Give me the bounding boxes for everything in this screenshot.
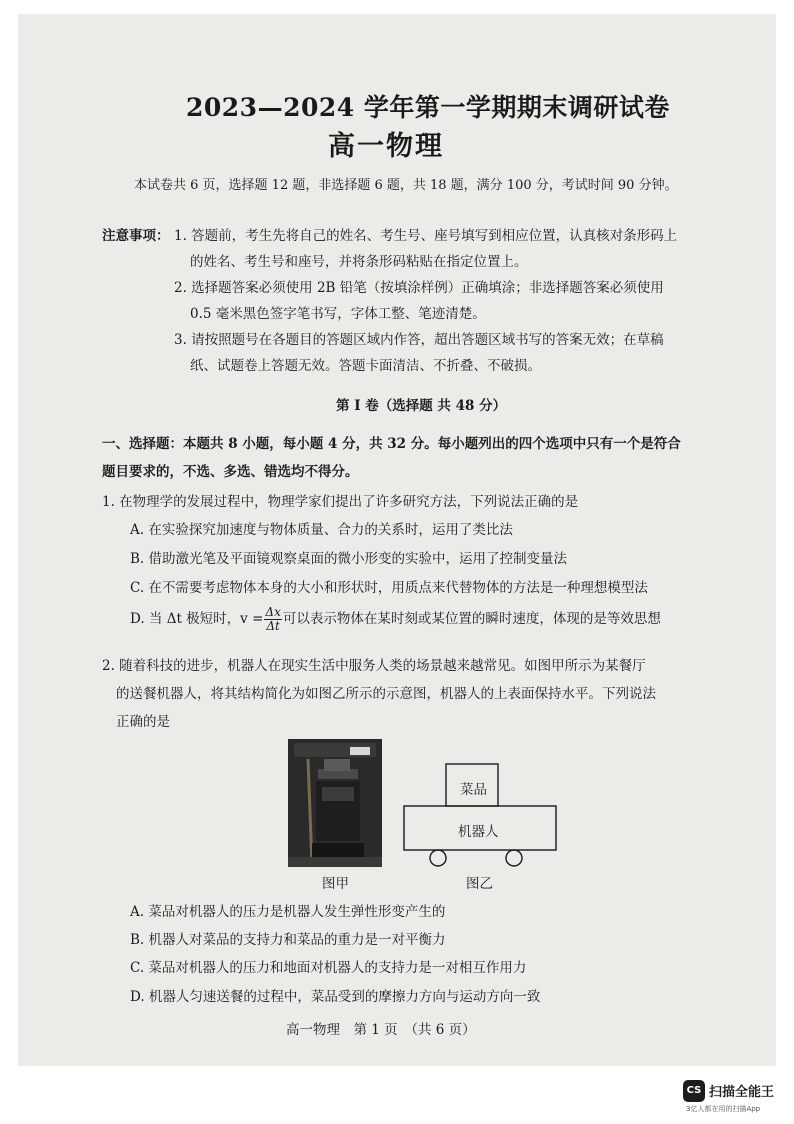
question-1-option-d <box>130 606 661 633</box>
option-d-suffix: 可以表示物体在某时刻或某位置的瞬时速度，体现的是等效思想 <box>282 611 661 627</box>
figure-a-photo <box>288 739 382 867</box>
notice-line: 2. 选择题答案必须使用 2B 铅笔（按填涂样例）正确填涂；非选择题答案必须使用 <box>174 280 664 296</box>
notice-line: 0.5 毫米黑色签字笔书写，字体工整、笔迹清楚。 <box>190 306 486 322</box>
part-heading: 第 Ⅰ 卷（选择题 共 48 分） <box>336 398 507 414</box>
section-instruction: 题目要求的，不选、多选、错选均不得分。 <box>102 464 359 480</box>
section-instruction: 一、选择题：本题共 8 小题，每小题 4 分，共 32 分。每小题列出的四个选项中只有一个是符合 <box>102 436 681 452</box>
dish-label: 菜品 <box>460 782 487 798</box>
question-2-option-c: C. 菜品对机器人的压力和地面对机器人的支持力是一对相互作用力 <box>130 960 527 976</box>
notice-label: 注意事项： <box>102 228 170 244</box>
question-1-option-b: B. 借助激光笔及平面镜观察桌面的微小形变的实验中，运用了控制变量法 <box>130 551 568 567</box>
wheel-right <box>506 850 522 866</box>
cs-logo-icon: CS <box>683 1080 705 1102</box>
exam-subject: 高一物理 <box>328 131 444 162</box>
question-2-option-b: B. 机器人对菜品的支持力和菜品的重力是一对平衡力 <box>130 932 446 948</box>
robot-photo-image <box>288 739 382 867</box>
delta-fraction <box>264 606 281 633</box>
question-2-stem: 2. 随着科技的进步，机器人在现实生活中服务人类的场景越来越常见。如图甲所示为某餐厅 <box>102 658 646 674</box>
notice-line: 的姓名、考生号和座号，并将条形码粘贴在指定位置上。 <box>190 254 528 270</box>
notice-line: 3. 请按照题号在各题目的答题区域内作答，超出答题区域书写的答案无效；在草稿 <box>174 332 664 348</box>
notice-line: 纸、试题卷上答题无效。答题卡面清洁、不折叠、不破损。 <box>190 358 541 374</box>
fraction-numerator: Δx <box>265 605 281 619</box>
brand-name: 扫描全能王 <box>709 1085 775 1100</box>
exam-title: 2023—2024 学年第一学期期末调研试卷 <box>186 93 670 122</box>
page-footer: 高一物理 第 1 页 （共 6 页） <box>286 1022 476 1038</box>
question-2-option-a: A. 菜品对机器人的压力是机器人发生弹性形变产生的 <box>130 904 446 920</box>
fraction-denominator: Δt <box>266 619 280 633</box>
brand-tagline: 3亿人都在用的扫描App <box>686 1105 761 1113</box>
notice-line: 1. 答题前，考生先将自己的姓名、考生号、座号填写到相应位置，认真核对条形码上 <box>174 228 678 244</box>
exam-info: 本试卷共 6 页，选择题 12 题，非选择题 6 题，共 18 题，满分 100 分，考试时间 90 分钟。 <box>134 178 678 193</box>
option-d-prefix: D. 当 Δt 极短时，v = <box>130 611 264 627</box>
question-2-option-d: D. 机器人匀速送餐的过程中，菜品受到的摩擦力方向与运动方向一致 <box>130 989 541 1005</box>
question-2-stem: 正确的是 <box>116 714 170 730</box>
question-1-stem: 1. 在物理学的发展过程中，物理学家们提出了许多研究方法，下列说法正确的是 <box>102 494 579 510</box>
robot-label: 机器人 <box>458 824 499 840</box>
figure-b-caption: 图乙 <box>466 876 493 892</box>
exam-page <box>18 14 776 1066</box>
wheel-left <box>430 850 446 866</box>
question-1-option-c: C. 在不需要考虑物体本身的大小和形状时，用质点来代替物体的方法是一种理想模型法 <box>130 580 648 596</box>
question-1-option-a: A. 在实验探究加速度与物体质量、合力的关系时，运用了类比法 <box>130 522 513 538</box>
question-2-stem: 的送餐机器人，将其结构简化为如图乙所示的示意图，机器人的上表面保持水平。下列说法 <box>116 686 656 702</box>
figure-a-caption: 图甲 <box>322 876 349 892</box>
